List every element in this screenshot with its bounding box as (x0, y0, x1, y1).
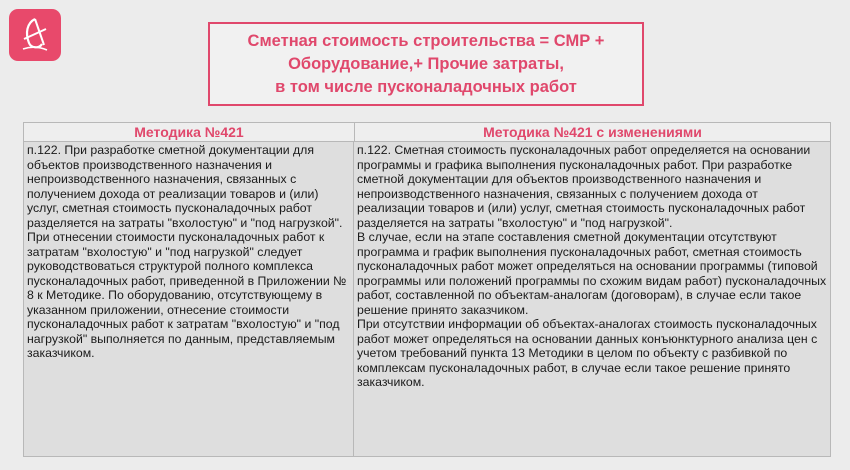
table-header-row (24, 123, 830, 142)
formula-title-box (208, 22, 644, 106)
title-line-1: Сметная стоимость строительства = СМР + (247, 31, 605, 50)
right-paragraph: п.122. Сметная стоимость пусконаладочных работ определяется на основании программы и графика выполнения пусконаладочных работ. При разработке сметной документации для объектов производственного назначения и непроизводственного назначения, связанных с получением дохода от реализации товаров и (или) услуг, сметная стоимость пусконаладочных работ разделяется на затраты "вхолостую" и "под нагрузкой". (357, 143, 811, 230)
right-column-text (354, 142, 830, 456)
comparison-table (23, 122, 831, 457)
left-paragraph: п.122. При разработке сметной документации для объектов производственного назначения и непроизводственного назначения, связанных с получением дохода от реализации товаров и (или) услуг, сметная стоимость пусконаладочных работ разделяется на затраты "вхолостую" и "под нагрузкой". (27, 143, 343, 230)
title-line-3: в том числе пусконаладочных работ (275, 77, 577, 96)
logo (9, 9, 61, 61)
table-body-row (24, 142, 830, 456)
stylized-letter-logo-icon (15, 15, 55, 55)
header-methodology-421: Методика №421 (24, 123, 355, 141)
header-methodology-421-amended: Методика №421 с изменениями (483, 124, 702, 140)
right-paragraph: В случае, если на этапе составления сметной документации отсутствуют программа и график выполнения пусконаладочных работ, сметная стоимость пусконаладочных работ может определяться на основании программы (типовой программы или положений программы по схожим видам работ) пусконаладочных работ, составленной по объектам-аналогам (договорам), в случае если такое решение принято заказчиком. (357, 230, 827, 317)
left-column-text (24, 142, 354, 456)
left-paragraph: При отнесении стоимости пусконаладочных работ к затратам "вхолостую" и "под нагрузкой" следует руководствоваться структурой полного комплекса пусконаладочных работ, приведенной в Приложении № 8 к Методике. По оборудованию, отсутствующему в указанном приложении, отнесение стоимости пусконаладочных работ к затратам "вхолостую" и "под нагрузкой" выполняется по данным, представляемым заказчиком. (27, 230, 347, 360)
right-paragraph: При отсутствии информации об объектах-аналогах стоимость пусконаладочных работ может определяться на основании данных конъюнктурного анализа цен с учетом требований пункта 13 Методики в целом по объекту с разбивкой по комплексам пусконаладочных работ, в случае если такое решение принято заказчиком. (357, 317, 818, 389)
title-line-2: Оборудование,+ Прочие затраты, (288, 54, 564, 73)
